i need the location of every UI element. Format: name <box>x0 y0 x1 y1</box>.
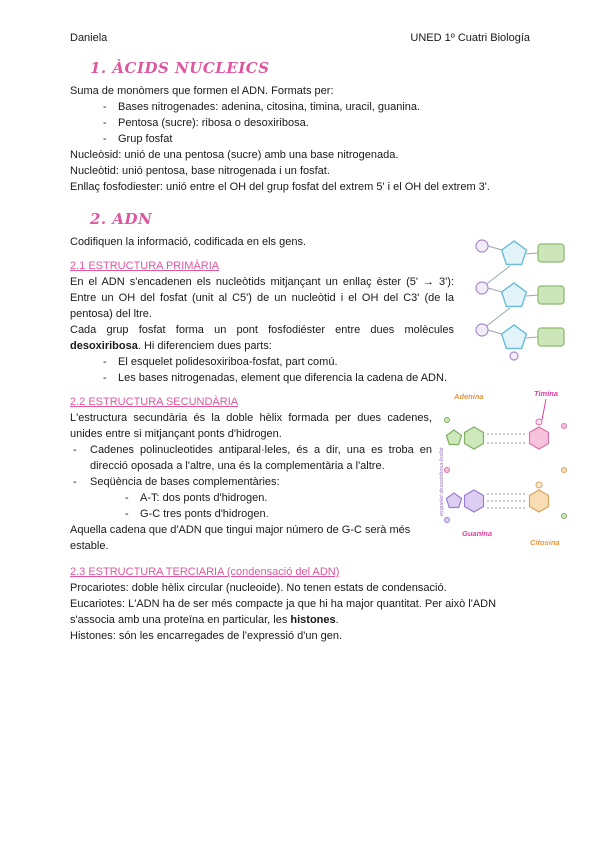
section1-line-nucleotid: Nucleòtid: unió pentosa, base nitrogenada i un fosfat. <box>70 165 330 177</box>
backbone-dot-icon <box>562 468 567 473</box>
list-item-text: G-C tres ponts d'hidrogen. <box>140 508 269 520</box>
list-item-text: Pentosa (sucre): ribosa o desoxiribosa. <box>118 117 309 129</box>
section21-title: 2.1 ESTRUCTURA PRIMÀRIA <box>70 260 220 272</box>
section1-line-nucleosid: Nucleòsid: unió de una pentosa (sucre) amb una base nitrogenada. <box>70 149 399 161</box>
cytosine-ring-icon <box>530 490 549 512</box>
page-header <box>70 30 530 46</box>
base-icon <box>538 286 564 304</box>
atom-icon <box>536 482 542 488</box>
guanina-label: Guanina <box>462 529 493 538</box>
backbone-vertical-label: esquelet desoxiribosa-fosfat <box>439 447 445 516</box>
list-item-text: Les bases nitrogenadas, element que diferencia la cadena de ADN. <box>118 372 447 384</box>
bold-term: histones <box>290 614 336 626</box>
section22-title: 2.2 ESTRUCTURA SECUNDÀRIA <box>70 396 239 408</box>
section21-paragraph1: En el ADN s'encadenen els nucleòtids mitjançant un enllaç èster (5' → 3'): Entre un OH del fosfat (unit al C5') de un nucleòtid i el OH del C3' (de la pentosa) del ltre. <box>70 276 454 320</box>
list-item <box>70 99 530 115</box>
paragraph-text: . <box>335 614 339 626</box>
base-icon <box>538 244 564 262</box>
section1-intro: Suma de monòmers que formen el ADN. Formats per: <box>70 85 334 97</box>
page-content <box>70 56 560 644</box>
section23 <box>70 564 530 644</box>
list-item-text: A-T: dos ponts d'hidrogen. <box>140 492 268 504</box>
section22-paragraph1: L'estructura secundària és la doble hèlix formada per dues cadenes, unides entre si mitjançant ponts d'hidrogen. <box>70 412 432 440</box>
list-item <box>70 474 530 490</box>
section1-title: 1. ÀCIDS NUCLEICS <box>90 59 270 77</box>
list-item-text: Bases nitrogenades: adenina, citosina, timina, uracil, guanina. <box>118 101 421 113</box>
sugar-pentagon-icon <box>502 283 527 307</box>
paragraph-text: Cada grup fosfat forma un pont fosfodiéster entre dues molècules <box>70 324 454 336</box>
section22-paragraph2: Aquella cadena que d'ADN que tingui major número de G-C serà més estable. <box>70 524 411 552</box>
phosphate-icon <box>476 282 488 294</box>
header-course: UNED 1º Cuatri Biología <box>410 32 530 44</box>
backbone-dot-icon <box>562 514 567 519</box>
list-item-text: Grup fosfat <box>118 133 173 145</box>
list-item <box>70 442 530 474</box>
section2-intro: Codifiquen la informació, codificada en els gens. <box>70 236 307 248</box>
paragraph-text: . Hi diferenciem dues parts: <box>137 340 272 352</box>
list-item-text: Seqüència de bases complementàries: <box>90 476 280 488</box>
section1-line-enllac: Enllaç fosfodiester: unió entre el OH del grup fosfat del extrem 5' i el OH del extrem 3'. <box>70 181 490 193</box>
section23-paragraph2 <box>70 596 530 628</box>
section2-title: 2. ADN <box>90 210 153 228</box>
nucleotide-chain-drawing <box>466 234 576 362</box>
section23-paragraph1: Procariotes: doble hèlix circular (nucleoide). No tenen estats de condensació. <box>70 582 447 594</box>
timina-label: Timina <box>534 389 559 398</box>
list-item <box>70 131 530 147</box>
thymine-ring-icon <box>530 427 549 449</box>
citosina-label: Citosina <box>530 538 560 547</box>
backbone-dot-icon <box>445 418 450 423</box>
list-item-text: Cadenes polinucleotides antiparal·leles, és a dir, una es troba en direcció oposada a l'altre, una és la complementària a l'altre. <box>90 444 432 472</box>
phosphate-icon <box>476 240 488 252</box>
bold-term: desoxiribosa <box>70 340 138 352</box>
section23-paragraph3: Histones: són les encarregades de l'expressió d'un gen. <box>70 630 343 642</box>
section23-title: 2.3 ESTRUCTURA TERCIARIA (condensació del ADN) <box>70 566 340 578</box>
list-item <box>70 370 530 386</box>
nucleotide-chain-figure <box>460 234 530 362</box>
sugar-pentagon-icon <box>502 325 527 349</box>
backbone-dot-icon <box>562 424 567 429</box>
phosphate-icon <box>476 324 488 336</box>
paragraph-text: Eucariotes: L'ADN ha de ser més compacte ja que hi ha major quantitat. Per això l'ADN s'associa amb una proteïna en particular, les <box>70 598 497 626</box>
list-item <box>70 354 530 370</box>
list-item <box>70 506 530 522</box>
base-icon <box>538 328 564 346</box>
list-item <box>70 490 530 506</box>
adenina-label: Adenina <box>454 392 484 401</box>
list-item <box>70 115 530 131</box>
list-item-text: El esquelet polidesoxiriboa-fosfat, part comú. <box>118 356 338 368</box>
atom-icon <box>536 419 542 425</box>
header-author: Daniela <box>70 32 108 44</box>
sugar-pentagon-icon <box>502 241 527 265</box>
